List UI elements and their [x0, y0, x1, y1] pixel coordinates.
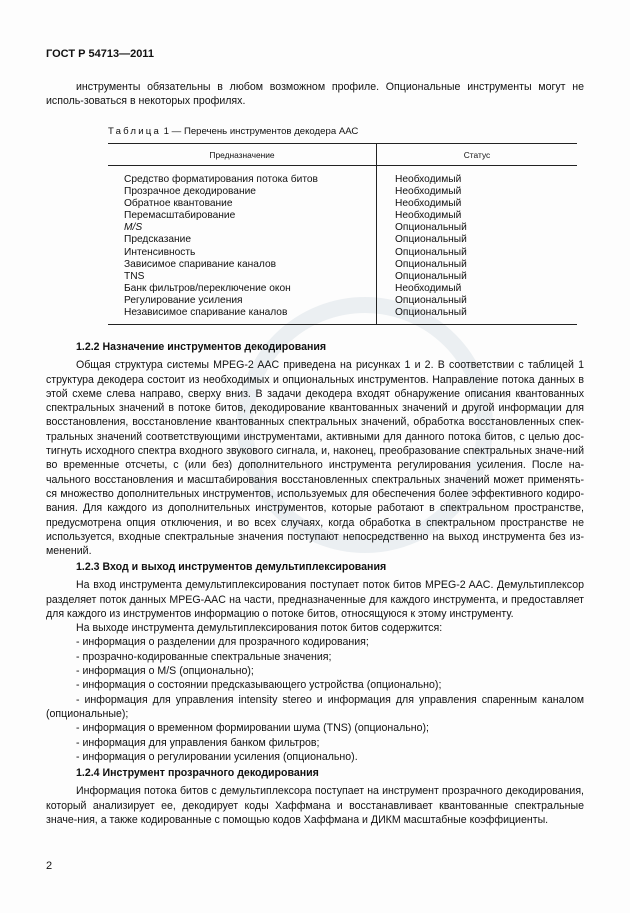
- table-cell-status: Опциональный: [395, 222, 467, 234]
- section-heading: 1.2.3 Вход и выход инструментов демультиплексирования: [76, 561, 387, 573]
- table-cell-purpose: Банк фильтров/переключение окон: [108, 283, 377, 295]
- table-cell-status: Опциональный: [395, 270, 467, 282]
- table-cell-status: Опциональный: [395, 294, 467, 306]
- page-number: 2: [46, 860, 53, 872]
- list-item: - информация о состоянии предсказывающего устройства (опционально);: [76, 679, 442, 692]
- table-cell-status: Опциональный: [377, 307, 578, 325]
- table-header-row: [108, 144, 577, 166]
- list-item: - информация о M/S (опционально);: [76, 665, 254, 678]
- section-1-2-3: [46, 560, 584, 764]
- table-cell-purpose: Обратное квантование: [108, 198, 377, 210]
- list-item: - информация для управления intensity stereo и информация для управления спаренным каналом (опциональные);: [46, 693, 584, 720]
- section-paragraph: Общая структура системы MPEG-2 AAC приведена на рисунках 1 и 2. В соответствии с таблицей 1 структура декодера состоит из необходимых и опциональных инструментов. Направление потока данных в этой схеме слева направо, сверху вниз. В задачи декодера входят обнаружение описания квантованных спектральных значений в потоке битов, декодирование квантованных значений и другой информации для восстановления, восстановление квантованных спектральных значений, обработка восстановленных спек-тральных значений соответствующими инструментами, активными для данного потока битов, с целью дос-тигнуть исходного спектра входного звукового сигнала, и, наконец, преобразование спектральных значе-ний во временные отсчеты, с (или без) дополнительного инструмента регулирования усиления. После на-чального восстановления и масштабирования восстановленных спектральных значений может применять-ся множество дополнительных инструментов, используемых для обеспечения более эффективного кодиро-вания. Для каждого из дополнительных инструментов, которые работают в спектральном пространстве, предусмотрена опция отключения, и во всех случаях, когда обработка в спектральном пространстве не используется, входные спектральные значения поступают непосредственно на выход инструмента без из-менений.: [46, 359, 584, 558]
- list-item: - прозрачно-кодированные спектральные значения;: [76, 650, 332, 663]
- section-paragraph: На выходе инструмента демультиплексирования поток битов содержится:: [76, 622, 443, 635]
- section-heading: 1.2.4 Инструмент прозрачного декодирования: [76, 767, 319, 779]
- table-cell-purpose: TNS: [108, 271, 377, 283]
- table-body: [108, 166, 577, 325]
- table-row: [108, 259, 577, 271]
- table-caption-word: Таблица: [108, 126, 162, 137]
- section-1-2-4: [46, 766, 584, 827]
- table-cell-status: Опциональный: [395, 234, 467, 246]
- table-cell-purpose: Средство форматирования потока битов: [108, 166, 377, 187]
- table-row: [108, 166, 577, 187]
- table-row: [108, 247, 577, 259]
- table-cell-purpose: Прозрачное декодирование: [108, 186, 377, 198]
- table-cell-purpose: Интенсивность: [108, 247, 377, 259]
- table-caption: [108, 126, 358, 137]
- table-cell-purpose: Предсказание: [108, 234, 377, 246]
- list-item: - информация о временном формировании шума (TNS) (опционально);: [76, 722, 430, 735]
- list-item: - информация для управления банком фильтров;: [76, 736, 320, 749]
- table-cell-purpose: Регулирование усиления: [108, 295, 377, 307]
- table-cell-purpose: M/S: [108, 222, 377, 234]
- table-row: [108, 186, 577, 198]
- table-cell-status: Необходимый: [395, 186, 462, 198]
- table-row: [108, 307, 577, 325]
- table-cell-purpose: Перемасштабирование: [108, 210, 377, 222]
- section-paragraph: Информация потока битов с демультиплексора поступает на инструмент прозрачного декодирования, который анализирует ее, декодирует коды Хаффмана и восстанавливает квантованные спектральные значе-ния, а также кодированные с помощью кодов Хаффмана и ДИКМ масштабные коэффициенты.: [46, 785, 584, 826]
- table-cell-status: Опциональный: [395, 258, 467, 270]
- table-row: [108, 222, 577, 234]
- table-row: [108, 234, 577, 246]
- table-row: [108, 295, 577, 307]
- table-cell-status: Необходимый: [395, 174, 462, 185]
- table-header-purpose: Предназначение: [108, 144, 377, 166]
- table-cell-status: Необходимый: [395, 198, 462, 210]
- intro-paragraph: инструменты обязательны в любом возможном профиле. Опциональные инструменты могут не исполь-зоваться в некоторых профилях.: [46, 81, 584, 108]
- table-cell-status: Необходимый: [395, 282, 462, 294]
- table-cell-purpose: Независимое спаривание каналов: [108, 307, 377, 325]
- table-row: [108, 198, 577, 210]
- table-cell-purpose: Зависимое спаривание каналов: [108, 259, 377, 271]
- table-row: [108, 283, 577, 295]
- document-header: ГОСТ Р 54713—2011: [46, 48, 154, 60]
- output-list: [46, 635, 584, 764]
- list-item: - информация о регулировании усиления (опционально).: [76, 750, 358, 763]
- section-heading: 1.2.2 Назначение инструментов декодирования: [76, 341, 327, 353]
- section-paragraph: На вход инструмента демультиплексирования поступает поток битов MPEG-2 AAC. Демультиплексор разделяет поток данных MPEG-AAC на части, предназначенные для каждого инструмента, и предоставляет для каждого из инструментов информацию о потоке битов, относящуюся к этому инструменту.: [46, 579, 584, 620]
- table-cell-status: Необходимый: [395, 210, 462, 222]
- table-row: [108, 271, 577, 283]
- table-caption-text: 1 — Перечень инструментов декодера ААС: [161, 126, 359, 137]
- table-header-status: Статус: [377, 144, 578, 166]
- table-cell-status: Опциональный: [395, 246, 467, 258]
- section-1-2-2: [46, 340, 584, 558]
- list-item: - информация о разделении для прозрачного кодирования;: [76, 636, 369, 649]
- tools-table: [108, 143, 577, 325]
- table-row: [108, 210, 577, 222]
